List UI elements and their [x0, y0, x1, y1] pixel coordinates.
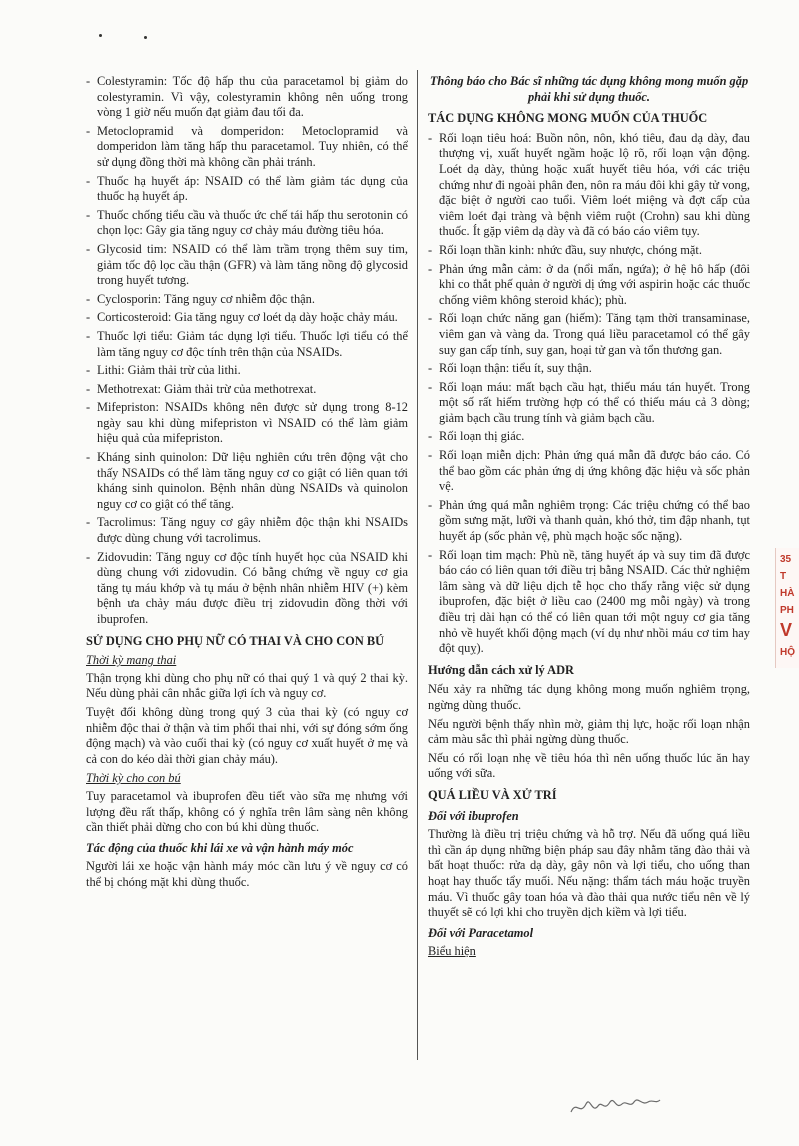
- adr-item: - Rối loạn miễn dịch: Phản ứng quá mẫn đã được báo cáo. Có thể bao gồm các phản ứng dị ứng không đặc hiệu và sốc phản vệ.: [428, 448, 750, 495]
- pregnancy-paragraph-1: Thận trọng khi dùng cho phụ nữ có thai quý 1 và quý 2 thai kỳ. Nếu dùng phải cân nhắc giữa lợi ích và nguy cơ.: [86, 670, 408, 701]
- interaction-item: - Lithi: Giảm thải trừ của lithi.: [86, 363, 408, 379]
- overdose-heading: QUÁ LIỀU VÀ XỬ TRÍ: [428, 787, 557, 802]
- interaction-item: - Thuốc chống tiểu cầu và thuốc ức chế tái hấp thu serotonin có chọn lọc: Gây gia tăng nguy cơ chảy máu đường tiêu hóa.: [86, 208, 408, 239]
- edge-text: T: [780, 571, 787, 582]
- pregnancy-heading: SỬ DỤNG CHO PHỤ NỮ CÓ THAI VÀ CHO CON BÚ: [86, 633, 385, 648]
- drug-interactions-list: [86, 74, 408, 628]
- edge-text: V: [780, 620, 793, 640]
- interaction-item: - Corticosteroid: Gia tăng nguy cơ loét dạ dày hoặc chảy máu.: [86, 310, 408, 326]
- interaction-item: - Thuốc hạ huyết áp: NSAID có thể làm giảm tác dụng của thuốc hạ huyết áp.: [86, 174, 408, 205]
- interaction-item: - Metoclopramid và domperidon: Metoclopramid và domperidon làm tăng hấp thu paracetamol. Tuy nhiên, có thể sử dụng đồng thời mà không cần phải tránh.: [86, 124, 408, 171]
- interaction-item: - Tacrolimus: Tăng nguy cơ gây nhiễm độc thận khi NSAIDs được dùng chung với tacrolimus.: [86, 515, 408, 546]
- adr-item: - Rối loạn thần kinh: nhức đầu, suy nhược, chóng mặt.: [428, 243, 750, 259]
- adjacent-page-edge: [775, 548, 799, 668]
- interaction-item: - Methotrexat: Giảm thải trừ của methotrexat.: [86, 382, 408, 398]
- adr-handling-paragraph-3: Nếu có rối loạn nhẹ về tiêu hóa thì nên uống thuốc lúc ăn hay uống với sữa.: [428, 750, 750, 781]
- adr-handling-heading: Hướng dẫn cách xử lý ADR: [428, 662, 575, 677]
- scan-dot: [144, 36, 147, 39]
- adr-item: - Rối loạn tim mạch: Phù nề, tăng huyết áp và suy tim đã được báo cáo có liên quan tới điều trị bằng NSAID. Các thử nghiệm lâm sàng và dữ liệu dịch tễ học cho thấy rằng việc sử dụng ibuprofen, đặc biệt ở liều cao (2400 mg mỗi ngày) và trong điều trị dài hạn có thể có liên quan tới một nguy cơ gia tăng nhỏ về huyết khối động mạch (ví dụ như nhồi máu cơ tim hay đột quỵ).: [428, 548, 750, 657]
- adr-item: - Rối loạn thận: tiểu ít, suy thận.: [428, 361, 750, 377]
- adr-handling-paragraph-1: Nếu xảy ra những tác dụng không mong muốn nghiêm trọng, ngừng dùng thuốc.: [428, 682, 750, 712]
- interaction-item: - Glycosid tim: NSAID có thể làm trầm trọng thêm suy tim, giảm tốc độ lọc cầu thận (GFR) và làm tăng nồng độ glycosid trong huyết tương.: [86, 242, 408, 289]
- driving-heading: Tác động của thuốc khi lái xe và vận hành máy móc: [86, 840, 354, 855]
- adr-item: - Rối loạn máu: mất bạch cầu hạt, thiếu máu tán huyết. Trong một số rất hiếm trường hợp có thể có thiếu máu cả 3 dòng; giảm bạch cầu trung tính và giảm bạch cầu.: [428, 380, 750, 427]
- interaction-item: - Colestyramin: Tốc độ hấp thu của paracetamol bị giảm do colestyramin. Vì vậy, colestyramin không nên uống trong vòng 1 giờ nếu muốn đạt giảm đau tối đa.: [86, 74, 408, 121]
- adr-handling-paragraph-2: Nếu người bệnh thấy nhìn mờ, giảm thị lực, hoặc rối loạn nhận cảm màu sắc thì phải ngừng dùng thuốc.: [428, 716, 750, 747]
- adr-item: - Rối loạn thị giác.: [428, 429, 750, 445]
- adr-notice: Thông báo cho Bác sĩ những tác dụng không mong muốn gặp phải khi sử dụng thuốc.: [429, 74, 749, 104]
- adr-list: [428, 131, 750, 657]
- lactation-subheading: Thời kỳ cho con bú: [86, 771, 181, 786]
- pregnancy-subheading: Thời kỳ mang thai: [86, 653, 177, 668]
- edge-text: HÀ: [780, 588, 795, 599]
- scan-dot: [99, 34, 102, 37]
- manifestation-label: Biểu hiện: [428, 944, 476, 959]
- interaction-item: - Zidovudin: Tăng nguy cơ độc tính huyết học của NSAID khi dùng chung với zidovudin. Có bằng chứng về nguy cơ gia tăng tụ máu khớp và tụ máu ở bệnh nhân nhiễm HIV (+) kèm bệnh ưa chảy máu được điều trị zidovudin đồng thời với ibuprofen.: [86, 550, 408, 628]
- ibuprofen-subheading: Đối với ibuprofen: [428, 808, 519, 823]
- column-divider: [417, 70, 418, 1060]
- pregnancy-paragraph-2: Tuyệt đối không dùng trong quý 3 của thai kỳ (có nguy cơ nhiễm độc thai ở thận và tim phổi thai nhi, với sự đóng sớm ống động mạch) và vào cuối thai kỳ (có nguy cơ xuất huyết ở mẹ và cả con do kéo dài thời gian chảy máu).: [86, 704, 408, 766]
- right-column: [428, 74, 750, 960]
- interaction-item: - Kháng sinh quinolon: Dữ liệu nghiên cứu trên động vật cho thấy NSAIDs có thể làm tăng nguy cơ co giật có liên quan tới kháng sinh quinolon. Bệnh nhân dùng NSAIDs và quinolon nguy cơ co giật có thể tăng.: [86, 450, 408, 512]
- adr-item: - Phản ứng mẫn cảm: ở da (nổi mẩn, ngứa); ở hệ hô hấp (đôi khi co thắt phế quản ở người dị ứng với aspirin hoặc các thuốc chống viêm không steroid khác); phù.: [428, 262, 750, 309]
- edge-text: HỘ: [780, 647, 795, 658]
- adr-item: - Rối loạn tiêu hoá: Buồn nôn, nôn, khó tiêu, đau dạ dày, đau thượng vị, xuất huyết ngầm hoặc lộ rõ, rối loạn vận động. Loét dạ dày, thủng hoặc xuất huyết tiêu hóa, với các triệu chứng như đi ngoài phân đen, nôn ra máu đôi khi gây tử vong, đặc biệt ở người cao tuổi. Viêm loét miệng và đợt cấp của viêm loét đại tràng và bệnh viêm ruột (Crohn) sau khi dùng thuốc. Ít gặp viêm dạ dày và đã có báo cáo viêm tụy.: [428, 131, 750, 240]
- ibuprofen-overdose-paragraph: Thường là điều trị triệu chứng và hỗ trợ. Nếu đã uống quá liều thì cần áp dụng những biện pháp sau đây nhằm tăng đào thải và bất hoạt thuốc: rửa dạ dày, gây nôn và lợi tiểu, cho uống than hoạt hay thuốc tẩy muối. Nếu nặng: thẩm tách máu hoặc truyền máu. Vì thuốc gây toan hóa và đào thải qua nước tiểu nên về lý thuyết sẽ có lợi khi cho truyền dịch kiềm và lợi tiểu.: [428, 827, 750, 920]
- interaction-item: - Thuốc lợi tiểu: Giảm tác dụng lợi tiểu. Thuốc lợi tiểu có thể làm tăng nguy cơ độc tính trên thận của NSAIDs.: [86, 329, 408, 360]
- paracetamol-subheading: Đối với Paracetamol: [428, 925, 534, 940]
- interaction-item: - Mifepriston: NSAIDs không nên được sử dụng trong 8-12 ngày sau khi dùng mifepriston vì NSAID có thể làm giảm hiệu quả của mifepriston.: [86, 400, 408, 447]
- adr-item: - Rối loạn chức năng gan (hiếm): Tăng tạm thời transaminase, viêm gan và vàng da. Trong quá liều paracetamol có thể gây suy gan cấp tính, suy gan, hoại tử gan và tổn thương gan.: [428, 311, 750, 358]
- driving-paragraph: Người lái xe hoặc vận hành máy móc cần lưu ý về nguy cơ có thể bị chóng mặt khi dùng thuốc.: [86, 859, 408, 889]
- handwritten-signature: [568, 1090, 663, 1120]
- edge-text: 35: [780, 554, 792, 565]
- edge-text: PH: [780, 605, 794, 616]
- adr-heading: TÁC DỤNG KHÔNG MONG MUỐN CỦA THUỐC: [428, 111, 708, 126]
- lactation-paragraph: Tuy paracetamol và ibuprofen đều tiết vào sữa mẹ nhưng với lượng đều rất thấp, không có ý nghĩa trên lâm sàng nên không cần thiết phải dừng cho con bú khi dùng thuốc.: [86, 788, 408, 835]
- adr-item: - Phản ứng quá mẫn nghiêm trọng: Các triệu chứng có thể bao gồm sưng mặt, lưỡi và thanh quản, khó thở, tim đập nhanh, tụt huyết áp (sốc phản vệ, phù mạch hoặc sốc nặng).: [428, 498, 750, 545]
- interaction-item: - Cyclosporin: Tăng nguy cơ nhiễm độc thận.: [86, 292, 408, 308]
- left-column: [86, 74, 408, 894]
